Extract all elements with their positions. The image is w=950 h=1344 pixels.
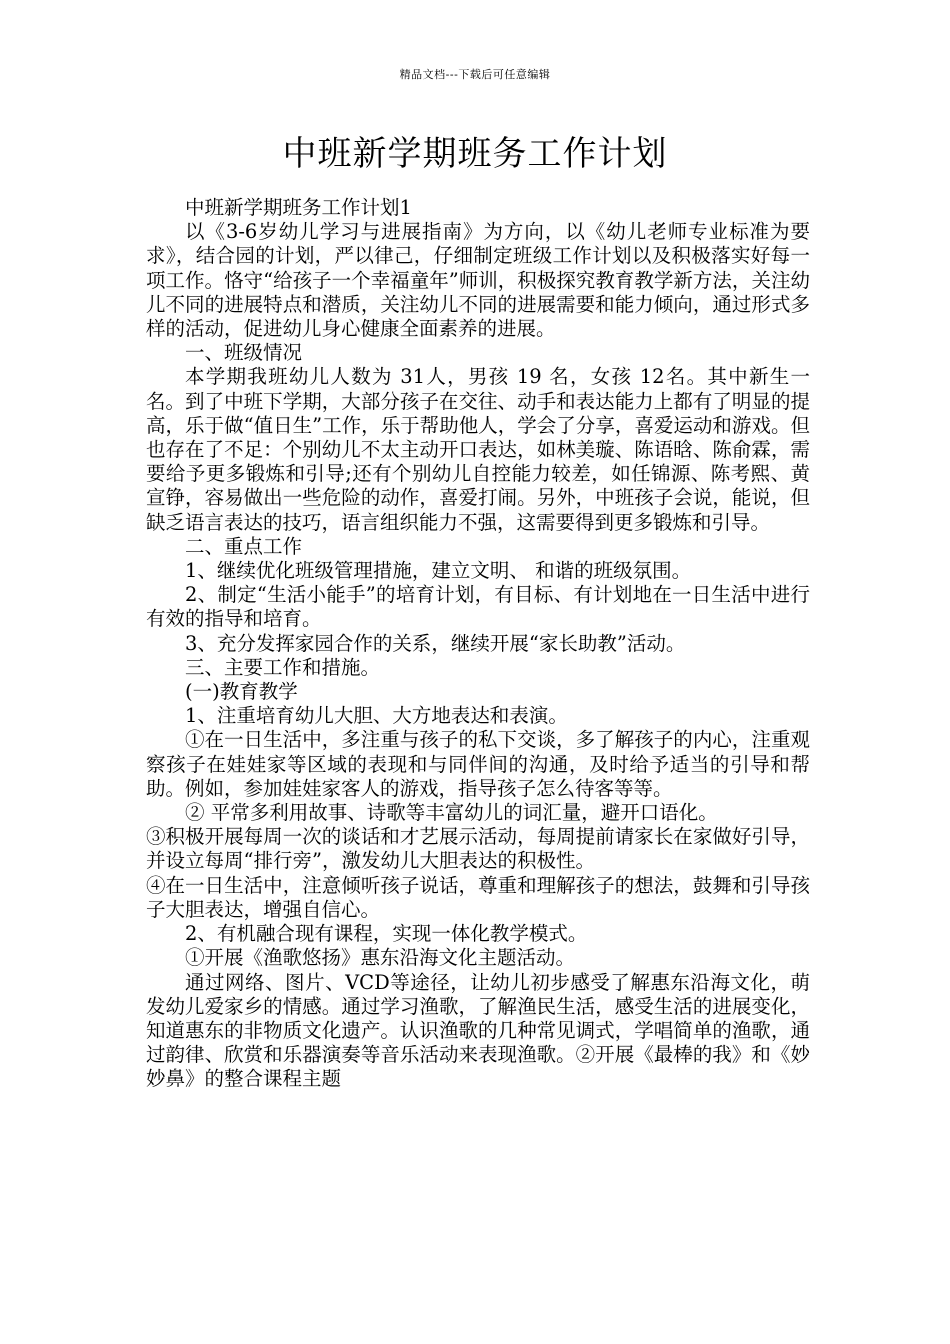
paragraph: 二、重点工作	[185, 534, 303, 558]
paragraph: 本学期我班幼儿人数为 31人，男孩 19 名，女孩 12名。其中新生一名。到了中班下学期，大部分孩子在交往、动手和表达能力上都有了明显的提高，乐于做“值日生”工作，乐于帮助他人，学会了分享，喜爱运动和游戏。但也存在了不足：个别幼儿不太主动开口表达，如林美璇、陈语晗、陈俞霖，需要给予更多锻炼和引导;还有个别幼儿自控能力较差，如任锦源、陈考熙、黄宣铮，容易做出一些危险的动作，喜爱打闹。另外，中班孩子会说，能说，但缺乏语言表达的技巧，语言组织能力不强，这需要得到更多锻炼和引导。	[146, 365, 810, 534]
paragraph: 一、班级情况	[185, 341, 303, 365]
header-note: 精品文档---下载后可任意编辑	[399, 68, 551, 81]
document-body	[146, 196, 810, 1092]
paragraph: 1、继续优化班级管理措施，建立文明、 和谐的班级氛围。	[185, 559, 692, 583]
paragraph: 以《3-6岁幼儿学习与进展指南》为方向，以《幼儿老师专业标准为要求》，结合园的计划，严以律己，仔细制定班级工作计划以及积极落实好每一项工作。恪守“给孩子一个幸福童年”师训，积极探究教育教学新方法，关注幼儿不同的进展特点和潜质，关注幼儿不同的进展需要和能力倾向，通过形式多样的活动，促进幼儿身心健康全面素养的进展。	[146, 220, 810, 341]
paragraph: 3、充分发挥家园合作的关系，继续开展“家长助教”活动。	[185, 631, 686, 655]
paragraph: (一)教育教学	[185, 680, 298, 704]
paragraph: 三、主要工作和措施。	[185, 655, 381, 679]
paragraph: ③积极开展每周一次的谈话和才艺展示活动，每周提前请家长在家做好引导，并设立每周“排行旁”，激发幼儿大胆表达的积极性。	[146, 825, 810, 873]
paragraph: 通过网络、图片、VCD等途径，让幼儿初步感受了解惠东沿海文化，萌发幼儿爱家乡的情感。通过学习渔歌，了解渔民生活，感受生活的进展变化，知道惠东的非物质文化遗产。认识渔歌的几种常见调式，学唱简单的渔歌，通过韵律、欣赏和乐器演奏等音乐活动来表现渔歌。②开展《最棒的我》和《妙妙鼻》的整合课程主题	[146, 970, 810, 1091]
paragraph: ④在一日生活中，注意倾听孩子说话，尊重和理解孩子的想法，鼓舞和引导孩子大胆表达，增强自信心。	[146, 873, 810, 921]
paragraph: ② 平常多利用故事、诗歌等丰富幼儿的词汇量，避开口语化。	[185, 801, 718, 825]
paragraph: ①在一日生活中，多注重与孩子的私下交谈，多了解孩子的内心，注重观察孩子在娃娃家等区域的表现和与同伴间的沟通，及时给予适当的引导和帮助。例如，参加娃娃家客人的游戏，指导孩子怎么待客等等。	[146, 728, 810, 800]
paragraph: 1、注重培育幼儿大胆、大方地表达和表演。	[185, 704, 568, 728]
paragraph: ①开展《渔歌悠扬》惠东沿海文化主题活动。	[185, 946, 576, 970]
paragraph: 2、制定“生活小能手”的培育计划，有目标、有计划地在一日生活中进行有效的指导和培育。	[146, 583, 810, 631]
document-title: 中班新学期班务工作计划	[282, 134, 668, 174]
paragraph: 中班新学期班务工作计划1	[185, 196, 412, 219]
paragraph: 2、有机融合现有课程，实现一体化教学模式。	[185, 922, 588, 946]
